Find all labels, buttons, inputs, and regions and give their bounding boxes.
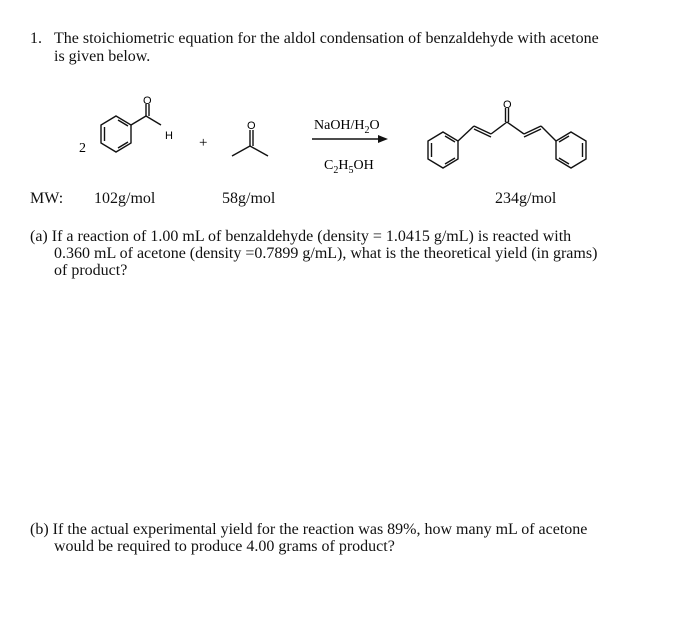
- mw-label: MW:: [30, 190, 64, 207]
- question-text-line-2: is given below.: [54, 48, 151, 65]
- part-a-line-1: (a) If a reaction of 1.00 mL of benzaldehyde (density = 1.0415 g/mL) is reacted with: [30, 228, 572, 245]
- part-a-line-2: 0.360 mL of acetone (density =0.7899 g/mL), what is the theoretical yield (in grams): [54, 245, 598, 262]
- question-text-line-1: The stoichiometric equation for the aldol condensation of benzaldehyde with acetone: [54, 30, 599, 47]
- mw-acetone: 58g/mol: [222, 190, 276, 207]
- acetone-structure: [232, 130, 268, 156]
- part-b-line-1: (b) If the actual experimental yield for the reaction was 89%, how many mL of acetone: [30, 521, 588, 538]
- product-oxygen-label: O: [503, 99, 512, 111]
- benzaldehyde-structure: [101, 104, 161, 152]
- question-number: 1.: [30, 30, 42, 47]
- reagent-above-arrow: NaOH/$H_2O$: [314, 118, 380, 136]
- product-structure: [428, 108, 586, 168]
- reaction-scheme: [0, 86, 700, 186]
- benzaldehyde-oxygen-label: O: [143, 95, 152, 107]
- mw-product: 234g/mol: [495, 190, 557, 207]
- acetone-oxygen-label: O: [247, 120, 256, 132]
- solvent-below-arrow: $C_2H_5OH$: [324, 158, 374, 176]
- part-b-line-2: would be required to produce 4.00 grams of product?: [54, 538, 395, 555]
- part-a-line-3: of product?: [54, 262, 128, 279]
- reaction-arrow-head: [378, 135, 388, 143]
- mw-benzaldehyde: 102g/mol: [94, 190, 156, 207]
- stoichiometric-coefficient: 2: [79, 141, 86, 156]
- benzaldehyde-hydrogen-label: H: [165, 130, 173, 142]
- plus-sign: +: [199, 135, 208, 151]
- reaction-scheme-drawing: [0, 86, 700, 186]
